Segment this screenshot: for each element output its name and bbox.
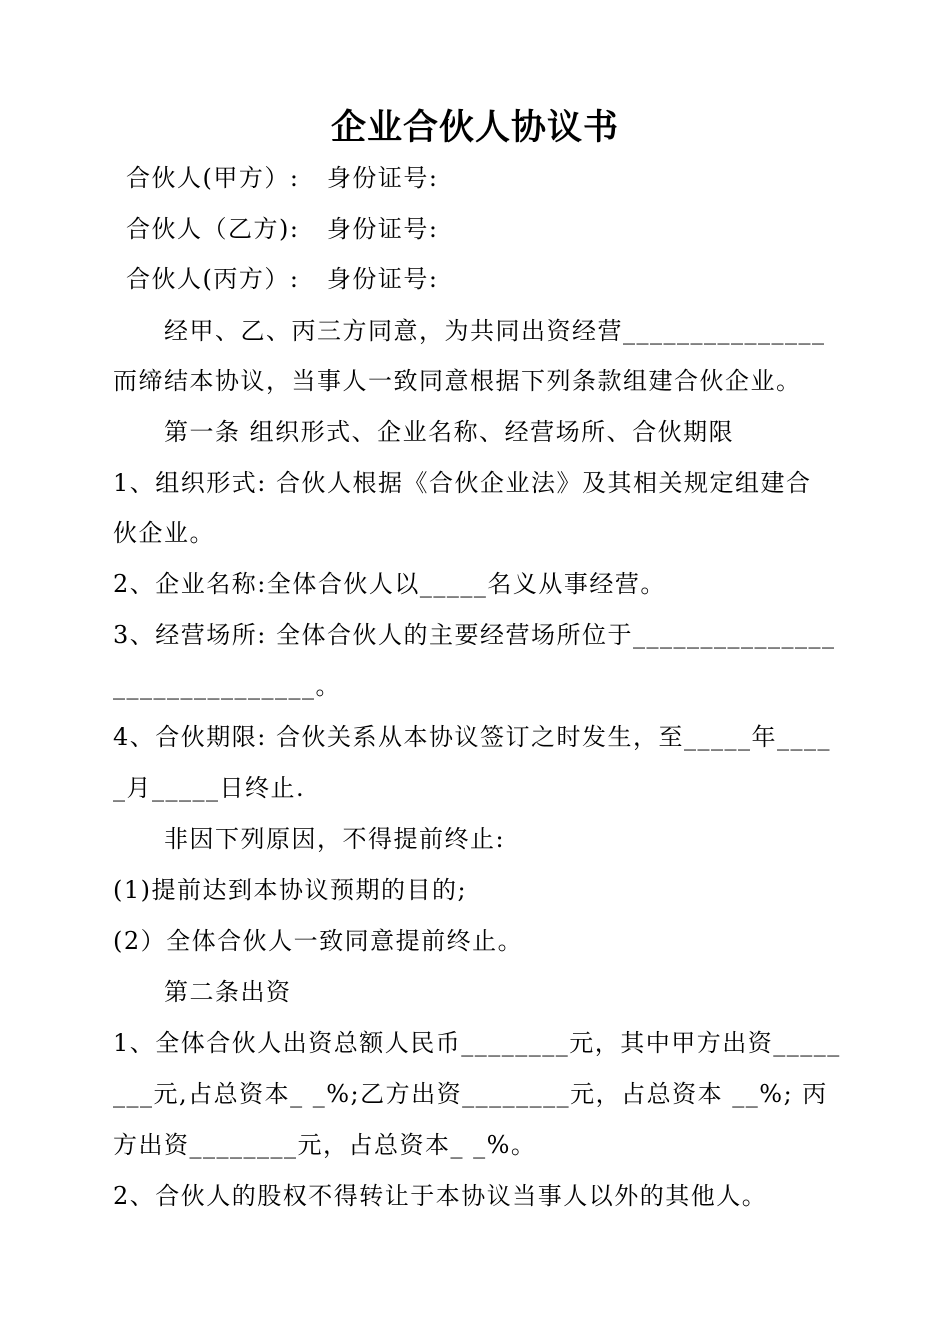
article1-line: 4、合伙期限: 合伙关系从本协议签订之时发生，至_____年____ xyxy=(113,723,831,751)
article2-line: 2、合伙人的股权不得转让于本协议当事人以外的其他人。 xyxy=(113,1182,768,1210)
article1-line: 伙企业。 xyxy=(113,519,215,547)
article2-line: ___元,占总资本_ _%;乙方出资________元，占总资本 __%; 丙 xyxy=(113,1080,828,1108)
party-b-line: 合伙人（乙方): 身份证号: xyxy=(126,215,439,243)
article1-line: _月_____日终止. xyxy=(113,774,306,802)
article1-line: 3、经营场所: 全体合伙人的主要经营场所位于_______________ xyxy=(113,621,836,649)
article2-line: 1、全体合伙人出资总额人民币________元，其中甲方出资_____ xyxy=(113,1029,841,1057)
document-title: 企业合伙人协议书 xyxy=(330,108,619,148)
intro-line-2: 而缔结本协议，当事人一致同意根据下列条款组建合伙企业。 xyxy=(113,367,802,395)
article2-heading: 第二条出资 xyxy=(164,978,292,1006)
party-c-line: 合伙人(丙方）: 身份证号: xyxy=(126,265,439,293)
intro-line-1: 经甲、乙、丙三方同意，为共同出资经营_______________ xyxy=(164,317,826,345)
article1-line: _______________。 xyxy=(113,672,341,700)
article1-line: 1、组织形式: 合伙人根据《合伙企业法》及其相关规定组建合 xyxy=(113,469,812,497)
article1-line: (2）全体合伙人一致同意提前终止。 xyxy=(113,927,524,955)
article2-line: 方出资________元，占总资本_ _%。 xyxy=(113,1131,537,1159)
article1-heading: 第一条 组织形式、企业名称、经营场所、合伙期限 xyxy=(164,418,735,446)
party-a-line: 合伙人(甲方）: 身份证号: xyxy=(126,164,439,192)
article1-line: 2、企业名称:全体合伙人以_____名义从事经营。 xyxy=(113,570,666,598)
article1-line: (1)提前达到本协议预期的目的; xyxy=(113,876,468,904)
article1-line: 非因下列原因，不得提前终止: xyxy=(164,825,506,853)
